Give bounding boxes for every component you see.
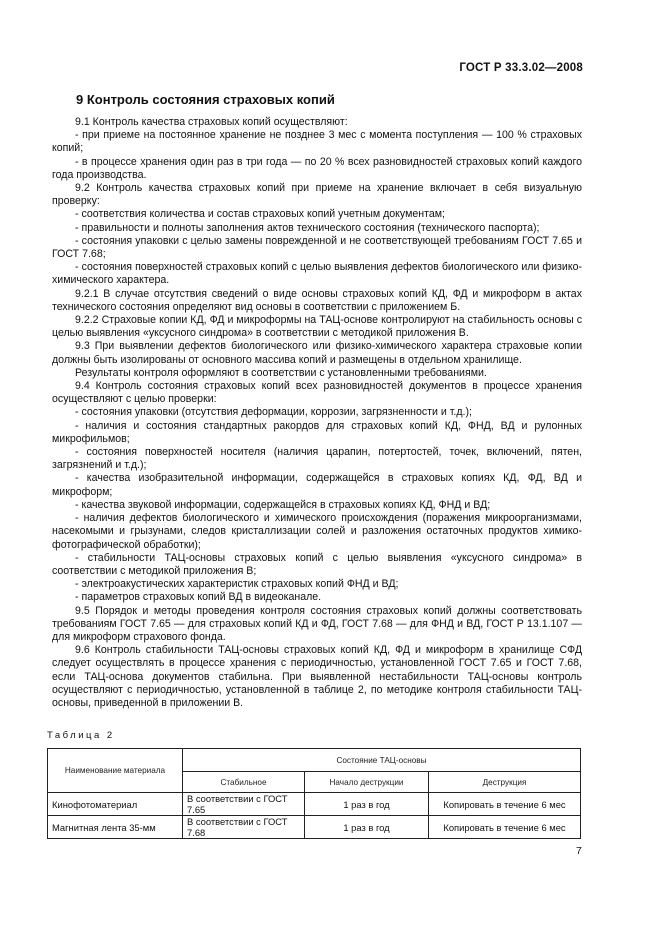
section-title: 9 Контроль состояния страховых копий (76, 92, 335, 107)
header-tac-state: Состояние ТАЦ-основы (183, 749, 581, 772)
body-paragraph: 9.2 Контроль качества страховых копий при приеме на хранение включает в себя визуальную проверку: (52, 182, 582, 208)
body-paragraph: - качества изобразительной информации, содержащейся в страховых копиях КД, ФД, ВД и микроформ; (52, 472, 582, 498)
document-header: ГОСТ Р 33.3.02—2008 (459, 62, 583, 74)
subheader-stable: Стабильное (183, 772, 305, 793)
body-paragraph: - правильности и полноты заполнения актов технического состояния (технического паспорта); (75, 221, 540, 234)
table-row (48, 816, 581, 839)
body-paragraph: - соответствия количества и состав страховых копий учетным документам; (75, 208, 445, 221)
body-paragraph: - качества звуковой информации, содержащейся в страховых копиях КД, ФНД и ВД; (75, 498, 491, 511)
body-paragraph: - при приеме на постоянное хранение не позднее 3 мес с момента поступления — 100 % страховых копий; (52, 129, 582, 155)
subheader-destruction: Деструкция (429, 772, 581, 793)
body-paragraph: - состояния поверхностей страховых копий с целью выявления дефектов биологического или физико-химического характера. (52, 261, 582, 287)
header-material: Наименование материала (48, 749, 183, 793)
table-row (48, 793, 581, 816)
body-paragraph: 9.3 При выявлении дефектов биологического или физико-химического характера страховые копии должны быть изолированы от основного массива копий и размещены в отдельном хранилище. (52, 340, 582, 366)
body-paragraph: Результаты контроля оформляют в соответствии с установленными требованиями. (75, 366, 487, 379)
body-paragraph: - наличия дефектов биологического и химического происхождения (поражения микроорганизмами, насекомыми и грызунами, следов кристаллизации солей и разложения остаточных продуктов химико-фотографической обработки); (52, 512, 582, 551)
body-paragraph: - параметров страховых копий ВД в видеоканале. (75, 591, 322, 604)
table-cell: В соответствии с ГОСТ 7.68 (183, 816, 305, 839)
table-cell: В соответствии с ГОСТ 7.65 (183, 793, 305, 816)
body-paragraph: 9.5 Порядок и методы проведения контроля состояния страховых копий должны соответствовать требованиям ГОСТ 7.65 — для страховых копий КД и ФД, ГОСТ 7.68 — для ФНД и ВД, ГОСТ Р 13.1.107 — для микроформ страхового фонда. (52, 604, 582, 643)
body-paragraph: - наличия и состояния стандартных ракордов для страховых копий КД, ФНД, ВД и рулонных микрофильмов; (52, 419, 582, 445)
body-paragraph: - состояния поверхностей носителя (наличия царапин, потертостей, точек, включений, пятен, загрязнений и т.д.); (52, 446, 582, 472)
body-paragraph: 9.1 Контроль качества страховых копий осуществляют: (75, 116, 348, 128)
body-paragraph: - состояния упаковки (отсутствия деформации, коррозии, загрязненности и т.д.); (75, 406, 472, 419)
body-paragraph: - состояния упаковки с целью замены поврежденной и не соответствующей требованиям ГОСТ 7.65 и ГОСТ 7.68; (52, 234, 582, 261)
tac-stability-table (47, 748, 581, 839)
table-cell: Копировать в течение 6 мес (429, 816, 581, 839)
body-paragraph: - электроакустических характеристик страховых копий ФНД и ВД; (75, 578, 399, 591)
body-text (52, 116, 582, 710)
subheader-destruction-start: Начало деструкции (305, 772, 429, 793)
table-cell: Магнитная лента 35-мм (48, 816, 183, 839)
table-cell: Кинофотоматериал (48, 793, 183, 816)
body-paragraph: 9.2.2 Страховые копии КД, ФД и микроформы на ТАЦ-основе контролируют на стабильность основы с целью выявления «уксусного синдрома» в соответствии с методикой приложения В. (52, 314, 582, 340)
body-paragraph: 9.4 Контроль состояния страховых копий всех разновидностей документов в процессе хранения осуществляют с целью проверки: (52, 380, 582, 406)
body-paragraph: 9.2.1 В случае отсутствия сведений о виде основы страховых копий КД, ФД и микроформ в актах технического состояния определяют вид основы в соответствии с приложением Б. (52, 287, 582, 313)
table-cell: 1 раз в год (305, 793, 429, 816)
table-cell: Копировать в течение 6 мес (429, 793, 581, 816)
table-cell: 1 раз в год (305, 816, 429, 839)
body-paragraph: - стабильности ТАЦ-основы страховых копий с целью выявления «уксусного синдрома» в соответствии с методикой приложения В; (52, 551, 582, 577)
page-number: 7 (576, 845, 582, 857)
body-paragraph: - в процессе хранения один раз в три года — по 20 % всех разновидностей страховых копий каждого года производства. (52, 155, 582, 181)
table-caption: Таблица 2 (47, 730, 115, 741)
body-paragraph: 9.6 Контроль стабильности ТАЦ-основы страховых копий КД, ФД и микроформ в хранилище СФД следует осуществлять в процессе хранения с периодичностью, установленной ГОСТ 7.65 и ГОСТ 7.68, если ТАЦ-основа документов стабильна. При выявленной нестабильности ТАЦ-основы контроль осуществляют с периодичностью, установленной в таблице 2, по методике контроля стабильности ТАЦ-основы, приведенной в приложении В. (52, 644, 582, 709)
